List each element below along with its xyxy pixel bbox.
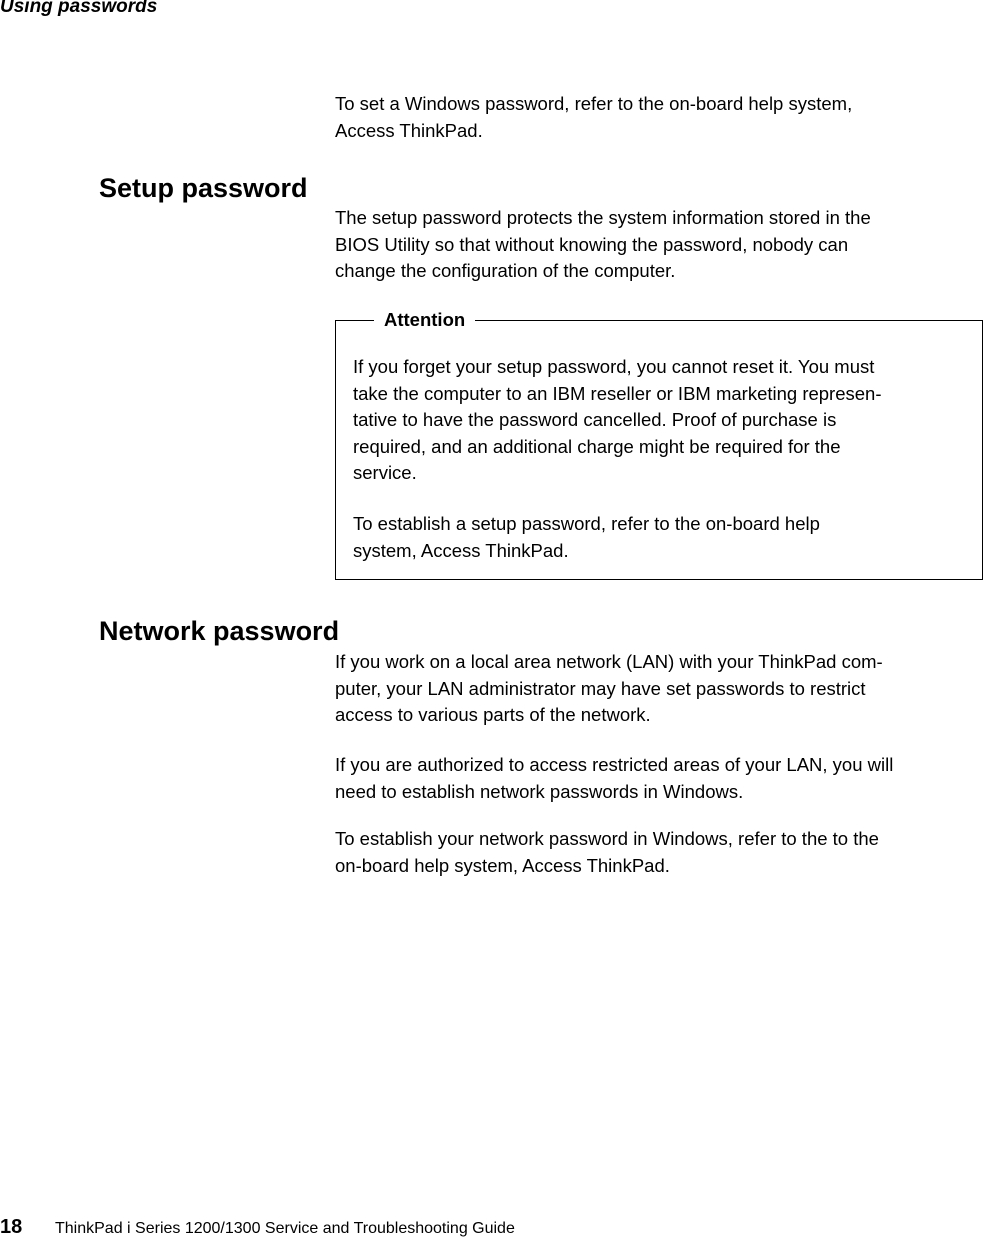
attention-box — [335, 309, 983, 580]
attention-paragraph-1: If you forget your setup password, you cannot reset it. You must take the computer to an IBM reseller or IBM marketing represen- tative to have the password cancelled. Proof of purchase is required, and an additional charge might be required for the service. — [353, 356, 882, 483]
network-paragraph-3: To establish your network password in Windows, refer to the to the on-board help system, Access ThinkPad. — [335, 828, 879, 876]
attention-paragraph-2: To establish a setup password, refer to the on-board help system, Access ThinkPad. — [353, 513, 820, 561]
footer-book-title: ThinkPad i Series 1200/1300 Service and Troubleshooting Guide — [55, 1220, 515, 1237]
attention-title: Attention — [374, 309, 475, 331]
running-head: Using passwords — [0, 0, 158, 17]
setup-password-paragraph: The setup password protects the system information stored in the BIOS Utility so that without knowing the password, nobody can change the configuration of the computer. — [335, 207, 871, 281]
page-number: 18 — [0, 1216, 23, 1238]
network-paragraph-2: If you are authorized to access restricted areas of your LAN, you will need to establish network passwords in Windows. — [335, 754, 894, 802]
intro-paragraph: To set a Windows password, refer to the on-board help system, Access ThinkPad. — [335, 93, 853, 141]
network-password-heading: Network password — [99, 616, 340, 646]
page-footer — [0, 1216, 515, 1239]
setup-password-heading: Setup password — [99, 173, 308, 203]
network-paragraph-1: If you work on a local area network (LAN) with your ThinkPad com- puter, your LAN administrator may have set passwords to restrict access to various parts of the network. — [335, 651, 883, 725]
